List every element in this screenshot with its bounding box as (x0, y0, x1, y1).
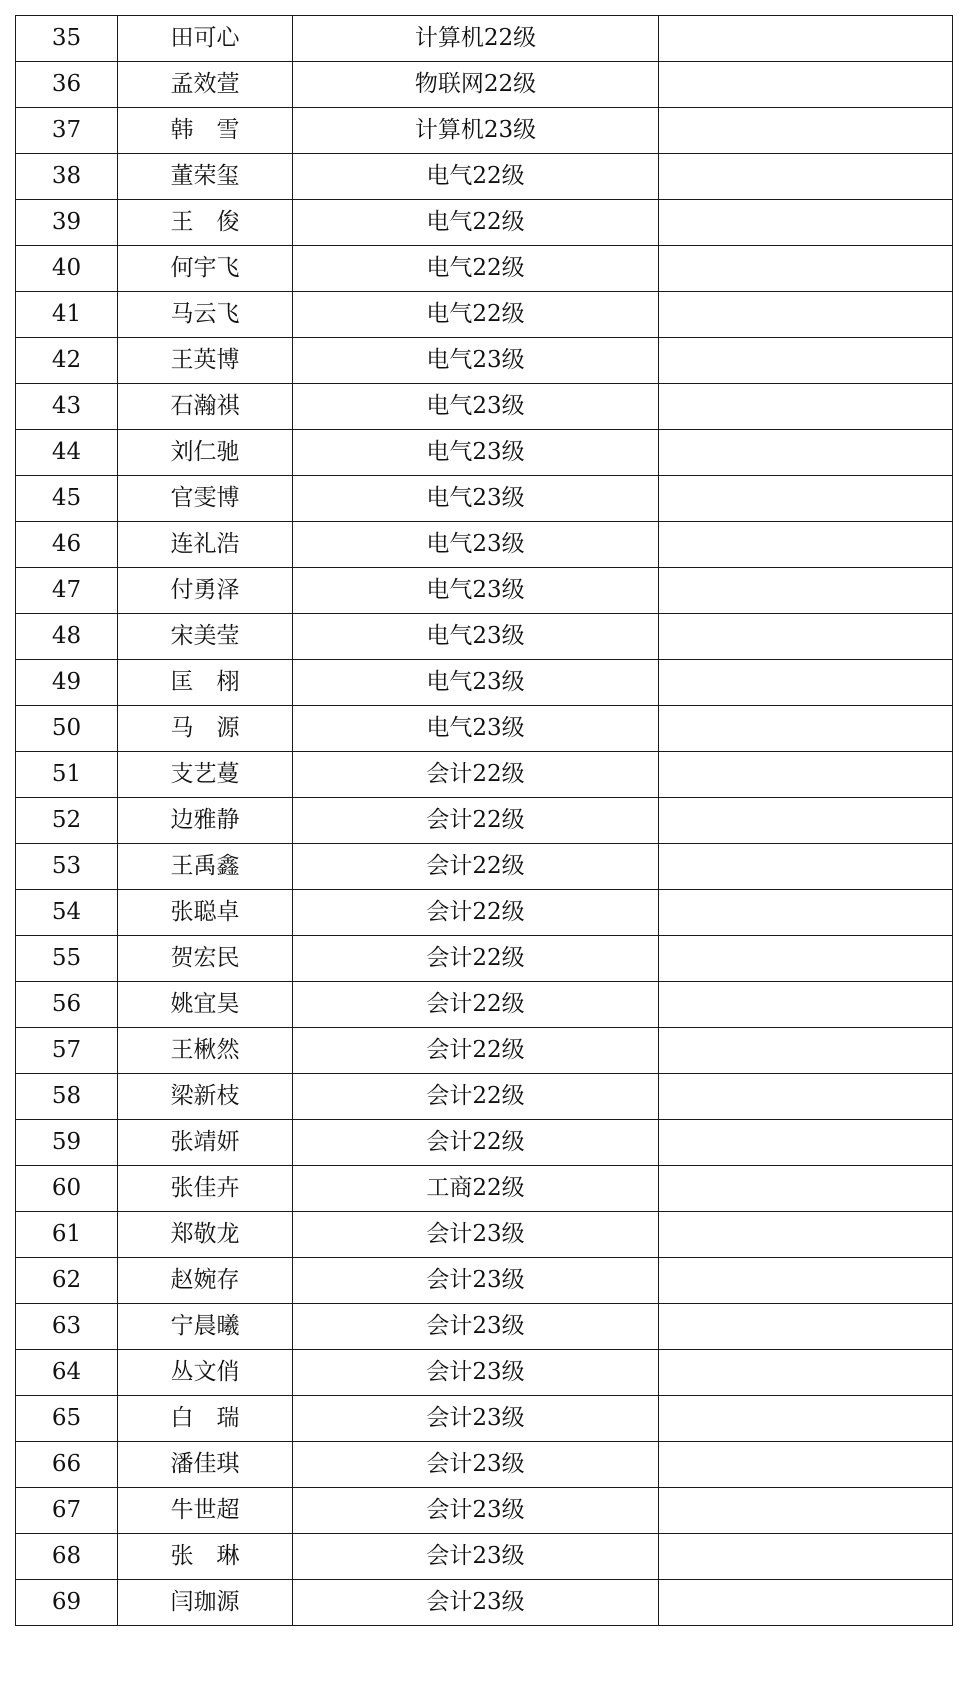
class-name-cell: 计算机22级 (293, 16, 659, 62)
table-row (16, 660, 953, 706)
table-row (16, 1258, 953, 1304)
student-name-cell: 董荣玺 (118, 154, 293, 200)
table-row (16, 1028, 953, 1074)
row-number-cell: 45 (16, 476, 118, 522)
row-number-cell: 58 (16, 1074, 118, 1120)
note-cell (659, 614, 953, 660)
table-row (16, 292, 953, 338)
student-name-cell: 王 俊 (118, 200, 293, 246)
table-row (16, 890, 953, 936)
note-cell (659, 522, 953, 568)
note-cell (659, 338, 953, 384)
class-name-cell: 会计23级 (293, 1396, 659, 1442)
table-row (16, 1074, 953, 1120)
roster-table-container (15, 15, 952, 1626)
class-name-cell: 电气23级 (293, 614, 659, 660)
class-name-cell: 电气23级 (293, 522, 659, 568)
row-number-cell: 51 (16, 752, 118, 798)
student-name-cell: 马 源 (118, 706, 293, 752)
note-cell (659, 1028, 953, 1074)
class-name-cell: 会计23级 (293, 1442, 659, 1488)
table-row (16, 62, 953, 108)
row-number-cell: 53 (16, 844, 118, 890)
table-row (16, 1304, 953, 1350)
class-name-cell: 会计22级 (293, 798, 659, 844)
note-cell (659, 1258, 953, 1304)
class-name-cell: 会计22级 (293, 752, 659, 798)
note-cell (659, 1120, 953, 1166)
note-cell (659, 752, 953, 798)
student-name-cell: 官雯博 (118, 476, 293, 522)
student-name-cell: 宋美莹 (118, 614, 293, 660)
class-name-cell: 会计23级 (293, 1534, 659, 1580)
row-number-cell: 69 (16, 1580, 118, 1626)
note-cell (659, 476, 953, 522)
student-name-cell: 张聪卓 (118, 890, 293, 936)
note-cell (659, 384, 953, 430)
student-name-cell: 丛文俏 (118, 1350, 293, 1396)
class-name-cell: 会计22级 (293, 1028, 659, 1074)
class-name-cell: 会计23级 (293, 1258, 659, 1304)
student-name-cell: 边雅静 (118, 798, 293, 844)
table-row (16, 246, 953, 292)
class-name-cell: 电气23级 (293, 568, 659, 614)
class-name-cell: 电气22级 (293, 200, 659, 246)
student-name-cell: 张佳卉 (118, 1166, 293, 1212)
table-row (16, 568, 953, 614)
class-name-cell: 会计22级 (293, 844, 659, 890)
row-number-cell: 50 (16, 706, 118, 752)
student-name-cell: 孟效萱 (118, 62, 293, 108)
note-cell (659, 430, 953, 476)
row-number-cell: 36 (16, 62, 118, 108)
student-name-cell: 赵婉存 (118, 1258, 293, 1304)
class-name-cell: 会计22级 (293, 1120, 659, 1166)
note-cell (659, 706, 953, 752)
table-row (16, 200, 953, 246)
note-cell (659, 1396, 953, 1442)
table-row (16, 844, 953, 890)
table-row (16, 1166, 953, 1212)
class-name-cell: 电气23级 (293, 430, 659, 476)
row-number-cell: 61 (16, 1212, 118, 1258)
note-cell (659, 1350, 953, 1396)
class-name-cell: 会计23级 (293, 1304, 659, 1350)
class-name-cell: 电气23级 (293, 384, 659, 430)
student-name-cell: 何宇飞 (118, 246, 293, 292)
class-name-cell: 计算机23级 (293, 108, 659, 154)
class-name-cell: 会计23级 (293, 1580, 659, 1626)
row-number-cell: 59 (16, 1120, 118, 1166)
table-row (16, 108, 953, 154)
class-name-cell: 电气22级 (293, 246, 659, 292)
note-cell (659, 1488, 953, 1534)
row-number-cell: 54 (16, 890, 118, 936)
class-name-cell: 电气23级 (293, 338, 659, 384)
row-number-cell: 48 (16, 614, 118, 660)
table-row (16, 614, 953, 660)
student-name-cell: 梁新枝 (118, 1074, 293, 1120)
table-row (16, 1350, 953, 1396)
class-name-cell: 会计22级 (293, 936, 659, 982)
student-name-cell: 韩 雪 (118, 108, 293, 154)
note-cell (659, 798, 953, 844)
class-name-cell: 会计22级 (293, 1074, 659, 1120)
note-cell (659, 1580, 953, 1626)
note-cell (659, 1442, 953, 1488)
class-name-cell: 会计22级 (293, 890, 659, 936)
row-number-cell: 55 (16, 936, 118, 982)
row-number-cell: 46 (16, 522, 118, 568)
note-cell (659, 568, 953, 614)
note-cell (659, 1212, 953, 1258)
table-row (16, 1212, 953, 1258)
note-cell (659, 1074, 953, 1120)
table-row (16, 936, 953, 982)
row-number-cell: 39 (16, 200, 118, 246)
note-cell (659, 1304, 953, 1350)
row-number-cell: 63 (16, 1304, 118, 1350)
student-name-cell: 白 瑞 (118, 1396, 293, 1442)
student-name-cell: 张 琳 (118, 1534, 293, 1580)
table-row (16, 752, 953, 798)
note-cell (659, 660, 953, 706)
row-number-cell: 67 (16, 1488, 118, 1534)
table-row (16, 476, 953, 522)
student-name-cell: 马云飞 (118, 292, 293, 338)
student-name-cell: 宁晨曦 (118, 1304, 293, 1350)
row-number-cell: 56 (16, 982, 118, 1028)
class-name-cell: 会计23级 (293, 1488, 659, 1534)
table-row (16, 430, 953, 476)
student-name-cell: 张靖妍 (118, 1120, 293, 1166)
table-row (16, 154, 953, 200)
class-name-cell: 物联网22级 (293, 62, 659, 108)
student-name-cell: 刘仁驰 (118, 430, 293, 476)
table-row (16, 1120, 953, 1166)
table-row (16, 338, 953, 384)
table-row (16, 1396, 953, 1442)
table-row (16, 798, 953, 844)
student-name-cell: 田可心 (118, 16, 293, 62)
note-cell (659, 62, 953, 108)
table-row (16, 1442, 953, 1488)
table-row (16, 706, 953, 752)
student-name-cell: 牛世超 (118, 1488, 293, 1534)
note-cell (659, 982, 953, 1028)
student-name-cell: 王楸然 (118, 1028, 293, 1074)
student-name-cell: 连礼浩 (118, 522, 293, 568)
note-cell (659, 936, 953, 982)
row-number-cell: 66 (16, 1442, 118, 1488)
row-number-cell: 40 (16, 246, 118, 292)
row-number-cell: 52 (16, 798, 118, 844)
row-number-cell: 37 (16, 108, 118, 154)
note-cell (659, 890, 953, 936)
class-name-cell: 会计23级 (293, 1212, 659, 1258)
note-cell (659, 16, 953, 62)
student-name-cell: 郑敬龙 (118, 1212, 293, 1258)
note-cell (659, 1166, 953, 1212)
class-name-cell: 电气22级 (293, 292, 659, 338)
student-name-cell: 贺宏民 (118, 936, 293, 982)
table-row (16, 16, 953, 62)
row-number-cell: 42 (16, 338, 118, 384)
class-name-cell: 会计23级 (293, 1350, 659, 1396)
row-number-cell: 64 (16, 1350, 118, 1396)
row-number-cell: 65 (16, 1396, 118, 1442)
note-cell (659, 292, 953, 338)
student-name-cell: 潘佳琪 (118, 1442, 293, 1488)
row-number-cell: 44 (16, 430, 118, 476)
student-name-cell: 闫珈源 (118, 1580, 293, 1626)
note-cell (659, 1534, 953, 1580)
class-name-cell: 会计22级 (293, 982, 659, 1028)
table-row (16, 522, 953, 568)
student-name-cell: 姚宜昊 (118, 982, 293, 1028)
row-number-cell: 38 (16, 154, 118, 200)
table-row (16, 1580, 953, 1626)
student-name-cell: 王英博 (118, 338, 293, 384)
roster-table-body (16, 16, 953, 1626)
class-name-cell: 电气23级 (293, 476, 659, 522)
row-number-cell: 60 (16, 1166, 118, 1212)
student-name-cell: 王禹鑫 (118, 844, 293, 890)
note-cell (659, 108, 953, 154)
student-name-cell: 付勇泽 (118, 568, 293, 614)
row-number-cell: 41 (16, 292, 118, 338)
roster-table (15, 15, 953, 1626)
class-name-cell: 电气23级 (293, 660, 659, 706)
class-name-cell: 工商22级 (293, 1166, 659, 1212)
row-number-cell: 47 (16, 568, 118, 614)
table-row (16, 1488, 953, 1534)
student-name-cell: 石瀚祺 (118, 384, 293, 430)
student-name-cell: 匡 栩 (118, 660, 293, 706)
row-number-cell: 49 (16, 660, 118, 706)
note-cell (659, 200, 953, 246)
row-number-cell: 68 (16, 1534, 118, 1580)
row-number-cell: 35 (16, 16, 118, 62)
table-row (16, 982, 953, 1028)
table-row (16, 1534, 953, 1580)
row-number-cell: 57 (16, 1028, 118, 1074)
table-row (16, 384, 953, 430)
class-name-cell: 电气22级 (293, 154, 659, 200)
note-cell (659, 844, 953, 890)
row-number-cell: 43 (16, 384, 118, 430)
student-name-cell: 支艺蔓 (118, 752, 293, 798)
note-cell (659, 154, 953, 200)
row-number-cell: 62 (16, 1258, 118, 1304)
class-name-cell: 电气23级 (293, 706, 659, 752)
note-cell (659, 246, 953, 292)
